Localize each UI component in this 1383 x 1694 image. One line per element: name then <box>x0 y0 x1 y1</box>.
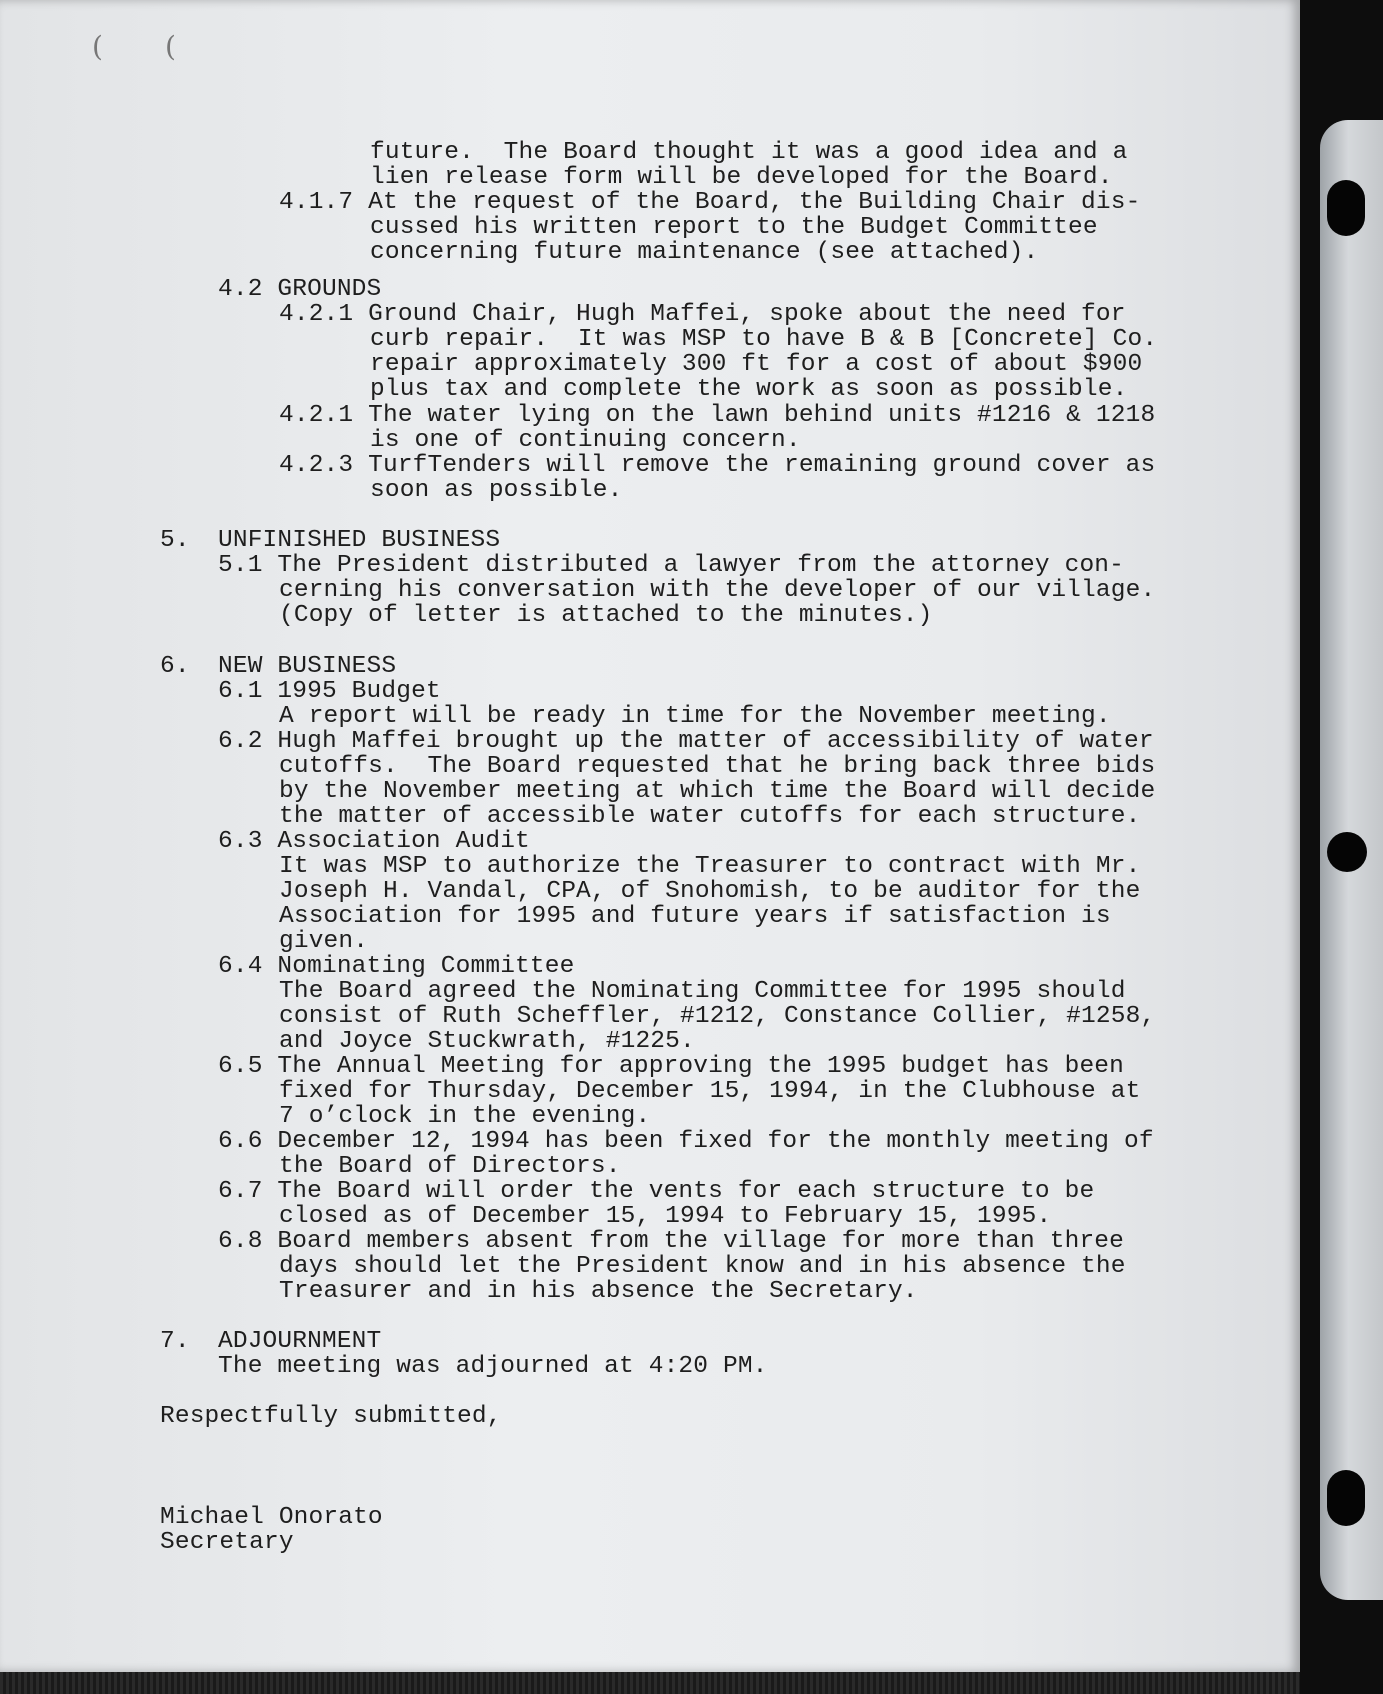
document-line: 6.5 The Annual Meeting for approving the 1995 budget has been <box>218 1053 1124 1080</box>
document-line: 6.1 1995 Budget <box>218 678 441 705</box>
document-line: 6. <box>160 653 190 680</box>
document-line: 6.8 Board members absent from the village for more than three <box>218 1228 1124 1255</box>
document-line: the matter of accessible water cutoffs for each structure. <box>279 803 1141 830</box>
bottom-edge <box>0 1672 1300 1694</box>
document-line: 6.3 Association Audit <box>218 828 530 855</box>
document-line: by the November meeting at which time the Board will decide <box>279 778 1156 805</box>
document-line: cussed his written report to the Budget Committee <box>370 214 1098 241</box>
document-line: given. <box>279 928 369 955</box>
document-line: NEW BUSINESS <box>218 653 397 680</box>
document-line: 7. <box>160 1328 190 1355</box>
document-line: is one of continuing concern. <box>370 427 801 454</box>
document-line: Respectfully submitted, <box>160 1403 502 1430</box>
document-line: the Board of Directors. <box>279 1153 621 1180</box>
document-line: The Board agreed the Nominating Committee for 1995 should <box>279 978 1126 1005</box>
punch-hole-middle <box>1327 832 1367 872</box>
document-line: 5.1 The President distributed a lawyer from the attorney con- <box>218 552 1124 579</box>
document-line: plus tax and complete the work as soon as possible. <box>370 376 1128 403</box>
document-line: and Joyce Stuckwrath, #1225. <box>279 1028 695 1055</box>
document-line: cutoffs. The Board requested that he bring back three bids <box>279 753 1156 780</box>
document-line: UNFINISHED BUSINESS <box>218 527 501 554</box>
document-line: (Copy of letter is attached to the minutes.) <box>279 602 933 629</box>
document-line: repair approximately 300 ft for a cost of about $900 <box>370 351 1143 378</box>
document-line: Joseph H. Vandal, CPA, of Snohomish, to be auditor for the <box>279 878 1141 905</box>
document-line: 6.7 The Board will order the vents for each structure to be <box>218 1178 1095 1205</box>
document-line: 4.2.3 TurfTenders will remove the remaining ground cover as <box>279 452 1156 479</box>
pencil-mark: ( <box>92 30 103 63</box>
document-line: 4.1.7 At the request of the Board, the Building Chair dis- <box>279 189 1141 216</box>
document-line: 6.4 Nominating Committee <box>218 953 575 980</box>
document-line: Secretary <box>160 1529 294 1556</box>
document-line: Treasurer and in his absence the Secretary. <box>279 1278 918 1305</box>
document-line: 4.2.1 Ground Chair, Hugh Maffei, spoke about the need for <box>279 301 1126 328</box>
document-line: 6.2 Hugh Maffei brought up the matter of accessibility of water <box>218 728 1154 755</box>
document-line: 5. <box>160 527 190 554</box>
document-line: cerning his conversation with the developer of our village. <box>279 577 1156 604</box>
document-line: The meeting was adjourned at 4:20 PM. <box>218 1353 768 1380</box>
document-line: soon as possible. <box>370 477 623 504</box>
document-line: concerning future maintenance (see attached). <box>370 239 1039 266</box>
document-line: curb repair. It was MSP to have B & B [Concrete] Co. <box>370 326 1158 353</box>
document-line: Michael Onorato <box>160 1504 383 1531</box>
punch-hole-top <box>1327 180 1365 236</box>
document-line: days should let the President know and in his absence the <box>279 1253 1126 1280</box>
document-line: A report will be ready in time for the November meeting. <box>279 703 1111 730</box>
document-line: 4.2.1 The water lying on the lawn behind units #1216 & 1218 <box>279 402 1156 429</box>
document-line: future. The Board thought it was a good idea and a <box>370 139 1128 166</box>
document-line: 7 o’clock in the evening. <box>279 1103 651 1130</box>
document-line: closed as of December 15, 1994 to February 15, 1995. <box>279 1203 1052 1230</box>
document-line: ADJOURNMENT <box>218 1328 382 1355</box>
document-line: fixed for Thursday, December 15, 1994, in the Clubhouse at <box>279 1078 1141 1105</box>
pencil-mark: ( <box>165 30 176 63</box>
document-line: lien release form will be developed for the Board. <box>370 164 1113 191</box>
document-line: It was MSP to authorize the Treasurer to contract with Mr. <box>279 853 1141 880</box>
document-line: 4.2 GROUNDS <box>218 276 382 303</box>
document-line: 6.6 December 12, 1994 has been fixed for the monthly meeting of <box>218 1128 1154 1155</box>
signature-space <box>160 1450 560 1510</box>
punch-hole-bottom <box>1327 1470 1365 1526</box>
document-line: consist of Ruth Scheffler, #1212, Constance Collier, #1258, <box>279 1003 1156 1030</box>
document-line: Association for 1995 and future years if satisfaction is <box>279 903 1111 930</box>
